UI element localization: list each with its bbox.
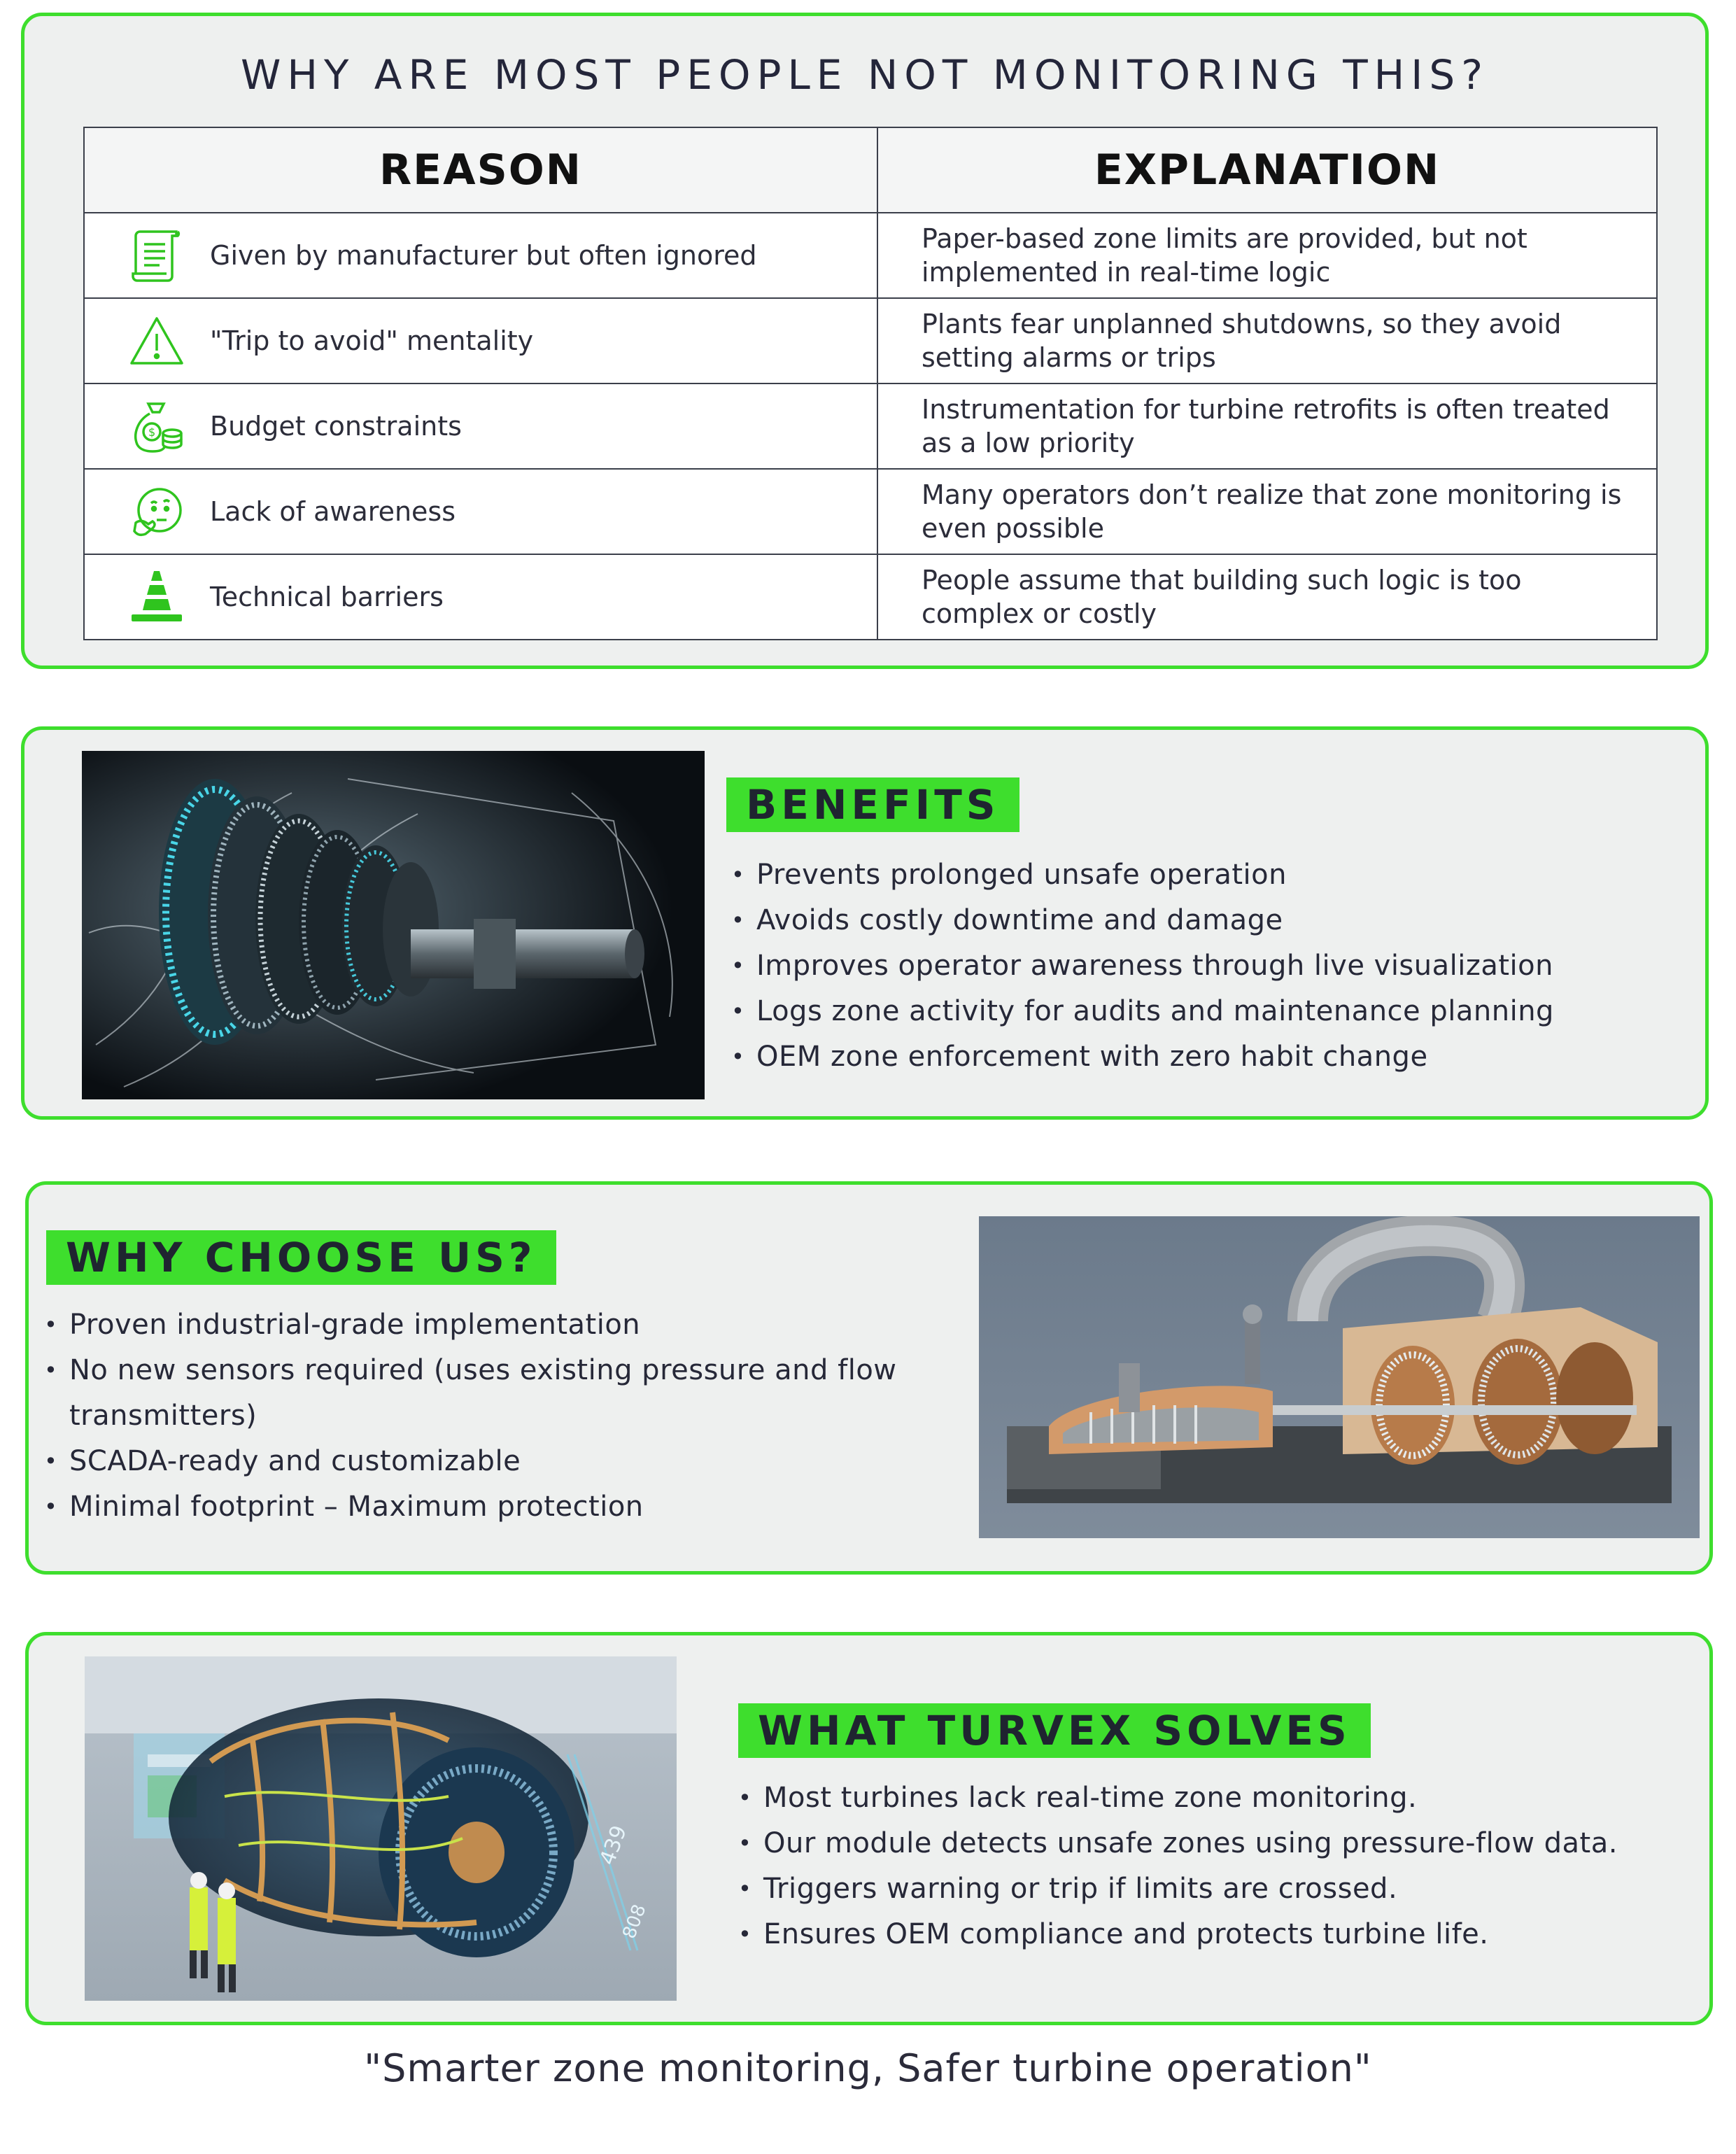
table-row bbox=[84, 213, 1657, 298]
reason-text: Lack of awareness bbox=[210, 496, 456, 527]
list-item: • Proven industrial-grade implementation bbox=[44, 1302, 897, 1348]
section-title: WHY ARE MOST PEOPLE NOT MONITORING THIS? bbox=[240, 51, 1489, 99]
benefits-card bbox=[21, 726, 1709, 1120]
list-item: • Prevents prolonged unsafe operation bbox=[731, 852, 1554, 898]
table-row bbox=[84, 469, 1657, 554]
explanation-header: EXPLANATION bbox=[877, 127, 1657, 213]
list-item: • Most turbines lack real-time zone monitoring. bbox=[738, 1775, 1618, 1821]
document-scroll-icon bbox=[129, 227, 185, 283]
list-item: transmitters) bbox=[69, 1400, 257, 1432]
reasons-card bbox=[21, 13, 1709, 669]
turbine-rotor-image bbox=[82, 751, 705, 1099]
table-row bbox=[84, 554, 1657, 640]
warning-triangle-icon bbox=[129, 313, 185, 369]
list-item: • Improves operator awareness through live visualization bbox=[731, 943, 1554, 989]
why-choose-heading: WHY CHOOSE US? bbox=[46, 1230, 556, 1285]
thinking-face-icon bbox=[129, 484, 185, 540]
reason-text: "Trip to avoid" mentality bbox=[210, 325, 534, 356]
explanation-line: Many operators don’t realize that zone monitoring is bbox=[922, 479, 1622, 510]
reason-text: Budget constraints bbox=[210, 411, 462, 442]
turbine-hologram-image bbox=[85, 1656, 677, 2001]
reason-text: Given by manufacturer but often ignored bbox=[210, 240, 757, 271]
explanation-line: as a low priority bbox=[922, 428, 1135, 458]
list-item: • Triggers warning or trip if limits are crossed. bbox=[738, 1866, 1618, 1912]
why-choose-card bbox=[25, 1181, 1713, 1575]
steam-turbine-cutaway-image bbox=[979, 1216, 1700, 1538]
reason-header: REASON bbox=[84, 127, 877, 213]
explanation-line: even possible bbox=[922, 513, 1104, 544]
explanation-line: setting alarms or trips bbox=[922, 342, 1216, 373]
traffic-cone-icon bbox=[129, 569, 185, 625]
explanation-line: Plants fear unplanned shutdowns, so they avoid bbox=[922, 309, 1562, 339]
table-row bbox=[84, 383, 1657, 469]
table-row bbox=[84, 298, 1657, 383]
list-item: • Logs zone activity for audits and maintenance planning bbox=[731, 989, 1554, 1034]
explanation-line: Paper-based zone limits are provided, but not bbox=[922, 223, 1527, 254]
hud-value: 808 bbox=[619, 1901, 651, 1942]
reason-text: Technical barriers bbox=[210, 582, 444, 612]
explanation-line: complex or costly bbox=[922, 598, 1157, 629]
list-item: • Minimal footprint – Maximum protection bbox=[44, 1484, 897, 1530]
tagline: "Smarter zone monitoring, Safer turbine operation" bbox=[364, 2046, 1372, 2090]
hud-value: 439 bbox=[595, 1822, 633, 1868]
list-item: • OEM zone enforcement with zero habit change bbox=[731, 1034, 1554, 1080]
list-item: • No new sensors required (uses existing pressure and flow bbox=[44, 1348, 897, 1393]
explanation-line: Instrumentation for turbine retrofits is often treated bbox=[922, 394, 1610, 425]
svg-text:$: $ bbox=[148, 425, 156, 439]
benefits-list bbox=[731, 852, 1554, 1080]
benefits-heading: BENEFITS bbox=[726, 777, 1019, 832]
solves-heading: WHAT TURVEX SOLVES bbox=[738, 1703, 1371, 1758]
reasons-table bbox=[83, 127, 1658, 640]
explanation-line: implemented in real-time logic bbox=[922, 257, 1331, 288]
list-item: • Avoids costly downtime and damage bbox=[731, 898, 1554, 943]
list-item: • Our module detects unsafe zones using pressure-flow data. bbox=[738, 1821, 1618, 1866]
solves-list bbox=[738, 1775, 1618, 1957]
list-item: • SCADA-ready and customizable bbox=[44, 1439, 897, 1484]
why-choose-list bbox=[44, 1302, 897, 1530]
solves-card bbox=[25, 1632, 1713, 2025]
money-bag-icon bbox=[129, 398, 185, 454]
table-header-row bbox=[84, 127, 1657, 213]
explanation-line: People assume that building such logic is too bbox=[922, 565, 1522, 596]
list-item: • Ensures OEM compliance and protects turbine life. bbox=[738, 1912, 1618, 1957]
